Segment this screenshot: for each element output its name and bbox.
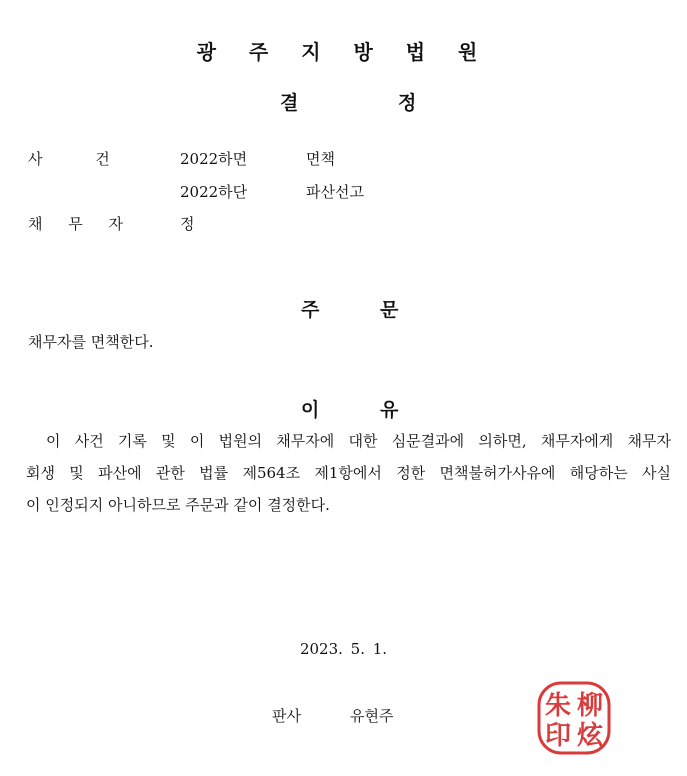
- court-name: 광 주 지 방 법 원: [196, 40, 491, 64]
- judge-seal: [536, 680, 612, 756]
- seal-char-1: 柳: [576, 691, 604, 721]
- debtor-label: 채 무 자: [28, 215, 124, 233]
- seal-char-3: 炫: [576, 721, 604, 751]
- reason-line-3: 이 인정되지 아니하므로 주문과 같이 결정한다.: [26, 496, 330, 514]
- reason-heading-first-char: 이: [301, 399, 320, 421]
- seal-char-2: 朱: [544, 691, 572, 721]
- judge-name: 유현주: [350, 707, 394, 725]
- case-name-2: 파산선고: [306, 183, 364, 201]
- reason-line-2: 회생 및 파산에 관한 법률 제564조 제1항에서 정한 면책불허가사유에 해당하는 사실: [26, 464, 671, 482]
- decision-date: 2023. 5. 1.: [299, 640, 388, 658]
- order-heading-second-char: 문: [380, 299, 399, 321]
- order-text: 채무자를 면책한다.: [28, 333, 154, 351]
- case-name-1: 면책: [306, 150, 335, 168]
- reason-line-1: 이 사건 기록 및 이 법원의 채무자에 대한 심문결과에 의하면, 채무자에게 채무자: [46, 432, 671, 450]
- doc-type-first-char: 결: [280, 92, 299, 114]
- reason-heading-second-char: 유: [380, 399, 399, 421]
- debtor-name: 정: [180, 215, 195, 233]
- doc-type-second-char: 정: [398, 92, 417, 114]
- case-number-1: 2022하면: [180, 150, 248, 168]
- order-heading-first-char: 주: [301, 299, 320, 321]
- case-label: 사 건: [28, 150, 110, 168]
- case-number-2: 2022하단: [180, 183, 248, 201]
- judge-title: 판사: [272, 707, 301, 725]
- seal-char-4: 印: [544, 721, 572, 751]
